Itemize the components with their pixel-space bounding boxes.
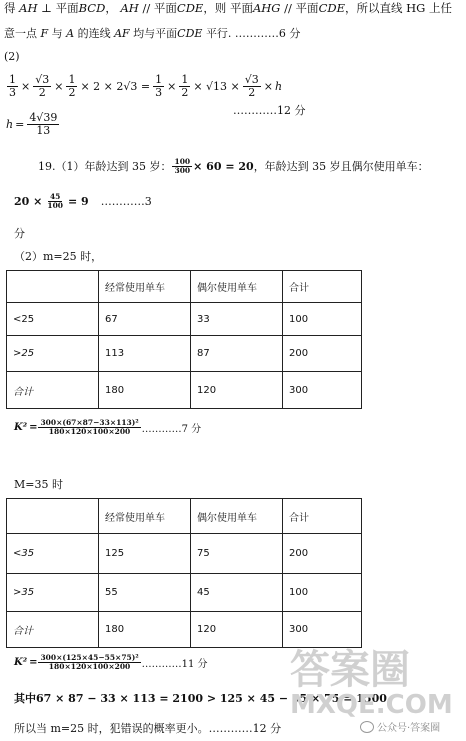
part2-label: （2）m=25 时， — [14, 250, 103, 263]
fraction — [27, 112, 59, 136]
text-line-2 — [4, 25, 300, 41]
text-segment: 得 — [4, 1, 16, 15]
math-var: AF — [114, 27, 130, 40]
numerator: √3 — [244, 73, 259, 86]
watermark-account — [360, 719, 440, 734]
text-segment: ， — [105, 1, 117, 15]
volume-equation — [6, 74, 282, 98]
table-cell: <35 — [7, 534, 99, 574]
watermark-account-text: 公众号·答案圈 — [377, 723, 441, 734]
text-segment: ⊥ 平面 — [41, 1, 79, 15]
table-cell: 45 — [191, 574, 283, 612]
text-segment: // 平面 — [284, 1, 319, 15]
text-segment: 19.（1）年龄达到 35 岁： — [38, 160, 172, 174]
numerator: 100 — [174, 157, 191, 166]
math-var: CDE — [176, 1, 204, 15]
table-cell: 180 — [99, 372, 191, 409]
operator: × — [54, 79, 64, 93]
table-cell: 200 — [283, 336, 362, 372]
table-cell: 120 — [191, 372, 283, 409]
math-var: A — [66, 27, 75, 40]
fraction — [38, 654, 140, 671]
operator: × 2 × 2√3 = — [80, 79, 151, 93]
table-cell — [7, 271, 99, 303]
denominator: 300 — [174, 165, 191, 175]
math-var: BCD — [78, 1, 106, 15]
text-segment: ，年龄达到 35 岁且偶尔使用单车： — [253, 160, 429, 174]
table-cell: 偶尔使用单车 — [191, 271, 283, 303]
fraction — [33, 74, 51, 98]
table-m35 — [6, 498, 362, 648]
operator: = 9 — [68, 194, 89, 208]
denominator: 3 — [155, 85, 163, 99]
operator: = — [29, 656, 38, 668]
text-segment: 平行. …………6 分 — [205, 27, 301, 40]
k2-formula-1 — [14, 419, 201, 436]
table-cell: 100 — [283, 574, 362, 612]
math-var: AH — [120, 1, 139, 15]
operator: × 60 = 20 — [193, 159, 254, 173]
text-line-1 — [4, 0, 452, 16]
table-cell: 合计 — [7, 612, 99, 648]
text-segment: ，则 平面 — [203, 1, 253, 15]
text-segment: 与 — [51, 27, 63, 40]
table-cell: 200 — [283, 534, 362, 574]
text-segment: 20 × — [14, 194, 43, 208]
math-var: CDE — [318, 1, 345, 15]
math-var: h — [275, 79, 283, 93]
table-cell: 55 — [99, 574, 191, 612]
score-text: …………11 分 — [141, 658, 208, 670]
table-m25 — [6, 270, 362, 409]
numerator: √3 — [35, 73, 50, 86]
table-cell: 120 — [191, 612, 283, 648]
denominator: 100 — [47, 200, 64, 210]
operator: × — [167, 79, 177, 93]
table-cell: 合计 — [283, 499, 362, 534]
math-var: AHG — [252, 1, 281, 15]
fraction — [179, 74, 190, 98]
table-row — [7, 303, 362, 336]
denominator: 180×120×100×200 — [48, 426, 131, 436]
table-cell: 125 — [99, 534, 191, 574]
fraction — [38, 419, 140, 436]
numerator: 1 — [68, 73, 76, 86]
k2-label: K² — [14, 656, 28, 668]
wechat-icon — [360, 721, 374, 733]
operator: = — [29, 421, 38, 433]
table-row — [7, 372, 362, 409]
score-text: …………3 — [100, 194, 152, 208]
table-cell: 偶尔使用单车 — [191, 499, 283, 534]
table-cell: >35 — [7, 574, 99, 612]
fraction — [172, 158, 192, 175]
final-calculation: 其中67 × 87 − 33 × 113 = 2100 > 125 × 45 − 55 × 75 = 1500 — [14, 692, 387, 705]
operator: × √13 × — [193, 79, 240, 93]
table-cell: 合计 — [283, 271, 362, 303]
table-cell: <25 — [7, 303, 99, 336]
fen-label: 分 — [14, 227, 25, 240]
fraction — [153, 74, 164, 98]
denominator: 13 — [36, 123, 51, 137]
score-text: …………7 分 — [141, 423, 202, 435]
table-cell: 300 — [283, 612, 362, 648]
h-result — [6, 112, 60, 136]
numerator: 300×(67×87−33×113)² — [40, 418, 139, 427]
numerator: 1 — [9, 73, 16, 86]
table-cell: 87 — [191, 336, 283, 372]
table-cell: 合计 — [7, 372, 99, 409]
m35-label: M=35 时 — [14, 478, 63, 491]
table-cell: 100 — [283, 303, 362, 336]
operator: = — [15, 117, 25, 131]
table-header-row — [7, 271, 362, 303]
table-row — [7, 534, 362, 574]
operator: × — [21, 79, 31, 93]
numerator: 4√39 — [29, 111, 58, 124]
watermark-url: MXQE.COM — [290, 690, 453, 720]
text-segment: 意一点 — [4, 27, 37, 40]
conclusion-line: 所以当 m=25 时，犯错误的概率更小。…………12 分 — [14, 722, 282, 735]
table-cell: 180 — [99, 612, 191, 648]
k2-label: K² — [14, 421, 28, 433]
table-row — [7, 336, 362, 372]
table-row — [7, 574, 362, 612]
denominator: 2 — [181, 85, 189, 99]
k2-formula-2 — [14, 654, 208, 671]
table-cell: 75 — [191, 534, 283, 574]
table-cell — [7, 499, 99, 534]
fraction — [243, 74, 261, 98]
denominator: 2 — [68, 85, 76, 99]
table-cell: 33 — [191, 303, 283, 336]
operator: × — [263, 79, 273, 93]
fraction — [66, 74, 77, 98]
score-12-a: …………12 分 — [233, 104, 306, 117]
denominator: 2 — [38, 85, 46, 99]
numerator: 45 — [49, 192, 61, 201]
table-cell: 300 — [283, 372, 362, 409]
denominator: 180×120×100×200 — [48, 661, 131, 671]
fraction — [45, 193, 65, 210]
denominator: 2 — [248, 85, 256, 99]
math-var: h — [6, 117, 14, 131]
math-var: F — [40, 27, 49, 40]
table-cell: 67 — [99, 303, 191, 336]
math-var: AH — [19, 1, 38, 15]
table-cell: >25 — [7, 336, 99, 372]
q19b-line — [14, 193, 152, 210]
text-segment: // 平面 — [142, 1, 177, 15]
math-var: CDE — [177, 27, 203, 40]
numerator: 300×(125×45−55×75)² — [40, 653, 139, 662]
watermark-stamp: 答案圈 — [290, 647, 410, 693]
table-cell: 经常使用单车 — [99, 499, 191, 534]
table-cell: 113 — [99, 336, 191, 372]
q19-line — [38, 158, 429, 175]
text-segment: 均与平面 — [133, 27, 178, 40]
fraction — [7, 74, 18, 98]
numerator: 1 — [181, 73, 189, 86]
numerator: 1 — [155, 73, 163, 86]
table-header-row — [7, 499, 362, 534]
part-2-label: (2) — [4, 50, 20, 63]
text-segment: 的连线 — [77, 27, 111, 40]
denominator: 3 — [9, 85, 16, 99]
table-cell: 经常使用单车 — [99, 271, 191, 303]
text-segment: ，所以直线 HG 上任 — [344, 1, 453, 15]
